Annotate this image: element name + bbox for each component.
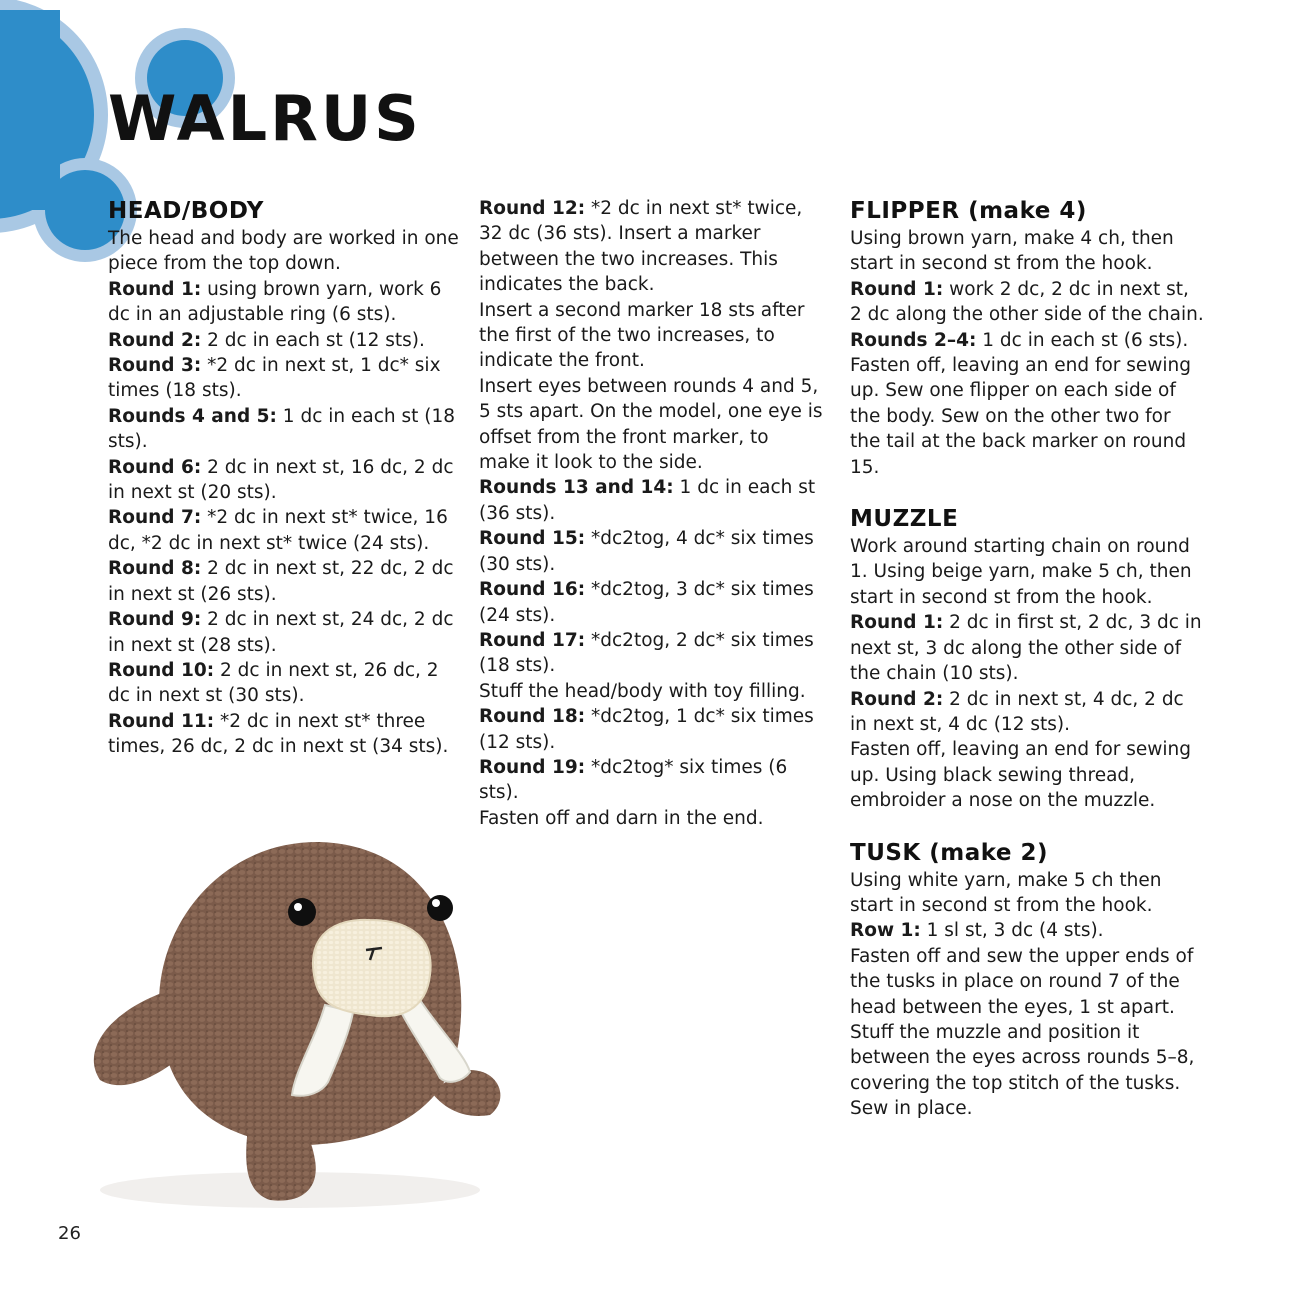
round-6: Round 6: 2 dc in next st, 16 dc, 2 dc in next st (20 sts). — [108, 456, 454, 504]
muzzle-heading: MUZZLE — [850, 506, 959, 533]
round-11: Round 11: *2 dc in next st* three times, 26 dc, 2 dc in next st (34 sts). — [108, 710, 449, 758]
round-3: Round 3: *2 dc in next st, 1 dc* six times (18 sts). — [108, 355, 441, 402]
muzzle-round-2: Round 2: 2 dc in next st, 4 dc, 2 dc in next st, 4 dc (12 sts). — [850, 688, 1184, 735]
round-1: Round 1: using brown yarn, work 6 dc in an adjustable ring (6 sts). — [108, 278, 442, 326]
flipper-section — [850, 196, 1205, 480]
marker-note: Insert a second marker 18 sts after the first of the two increases, to indicate the front. — [479, 299, 805, 372]
round-7: Round 7: *2 dc in next st* twice, 16 dc, *2 dc in next st* twice (24 sts). — [108, 507, 448, 554]
round-8: Round 8: 2 dc in next st, 22 dc, 2 dc in next st (26 sts). — [108, 558, 454, 605]
tusk-intro: Using white yarn, make 5 ch then start in second st from the hook. — [850, 869, 1162, 916]
round-16: Round 16: *dc2tog, 3 dc* six times (24 sts). — [479, 579, 814, 626]
round-19: Round 19: *dc2tog* six times (6 sts). — [479, 756, 788, 804]
rounds-13-14: Rounds 13 and 14: 1 dc in each st (36 sts). — [479, 477, 816, 524]
head-body-intro: The head and body are worked in one piece from the top down. — [108, 228, 459, 275]
muzzle-section — [850, 504, 1205, 813]
page-number: 26 — [58, 1223, 81, 1244]
flipper-rounds-2-4: Rounds 2–4: 1 dc in each st (6 sts). — [850, 329, 1189, 351]
tusk-finish: Fasten off and sew the upper ends of the tusks in place on round 7 of the head between the eyes, 1 st apart. Stuff the muzzle and position it between the eyes across rounds 5–8, covering the top stitch of the tusks. Sew in place. — [850, 945, 1195, 1120]
muzzle-finish: Fasten off, leaving an end for sewing up. Using black sewing thread, embroider a nose on the muzzle. — [850, 739, 1192, 812]
column-head-body-continued — [479, 196, 824, 831]
flipper-heading: FLIPPER (make 4) — [850, 198, 1087, 224]
round-17: Round 17: *dc2tog, 2 dc* six times (18 sts). — [479, 629, 814, 677]
column-head-body — [108, 196, 460, 760]
round-12: Round 12: *2 dc in next st* twice, 32 dc (36 sts). Insert a marker between the two increases. This indicates the back. — [479, 198, 803, 296]
flipper-round-1: Round 1: work 2 dc, 2 dc in next st, 2 dc along the other side of the chain. — [850, 278, 1204, 326]
head-body-heading: HEAD/BODY — [108, 198, 264, 224]
tusk-row-1: Row 1: 1 sl st, 3 dc (4 sts). — [850, 920, 1104, 942]
round-15: Round 15: *dc2tog, 4 dc* six times (30 sts). — [479, 528, 814, 575]
finish-note: Fasten off and darn in the end. — [479, 807, 764, 829]
page-title: WALRUS — [108, 82, 422, 155]
muzzle-round-1: Round 1: 2 dc in first st, 2 dc, 3 dc in next st, 3 dc along the other side of the chain (10 sts). — [850, 612, 1202, 685]
tusk-section — [850, 838, 1205, 1122]
round-10: Round 10: 2 dc in next st, 26 dc, 2 dc in next st (30 sts). — [108, 659, 439, 707]
column-parts — [850, 196, 1205, 1122]
stuff-note: Stuff the head/body with toy filling. — [479, 680, 806, 702]
flipper-intro: Using brown yarn, make 4 ch, then start in second st from the hook. — [850, 228, 1174, 275]
tusk-heading: TUSK (make 2) — [850, 839, 1049, 866]
round-18: Round 18: *dc2tog, 1 dc* six times (12 sts). — [479, 706, 814, 753]
round-2: Round 2: 2 dc in each st (12 sts). — [108, 329, 425, 351]
walrus-photo — [70, 820, 520, 1220]
eyes-note: Insert eyes between rounds 4 and 5, 5 sts apart. On the model, one eye is offset from the front marker, to make it look to the side. — [479, 375, 823, 474]
rounds-4-5: Rounds 4 and 5: 1 dc in each st (18 sts). — [108, 405, 456, 453]
round-9: Round 9: 2 dc in next st, 24 dc, 2 dc in next st (28 sts). — [108, 609, 454, 656]
flipper-finish: Fasten off, leaving an end for sewing up. Sew one flipper on each side of the body. Sew on the other two for the tail at the back marker on round 15. — [850, 355, 1192, 478]
muzzle-intro: Work around starting chain on round 1. Using beige yarn, make 5 ch, then start in second st from the hook. — [850, 536, 1192, 608]
